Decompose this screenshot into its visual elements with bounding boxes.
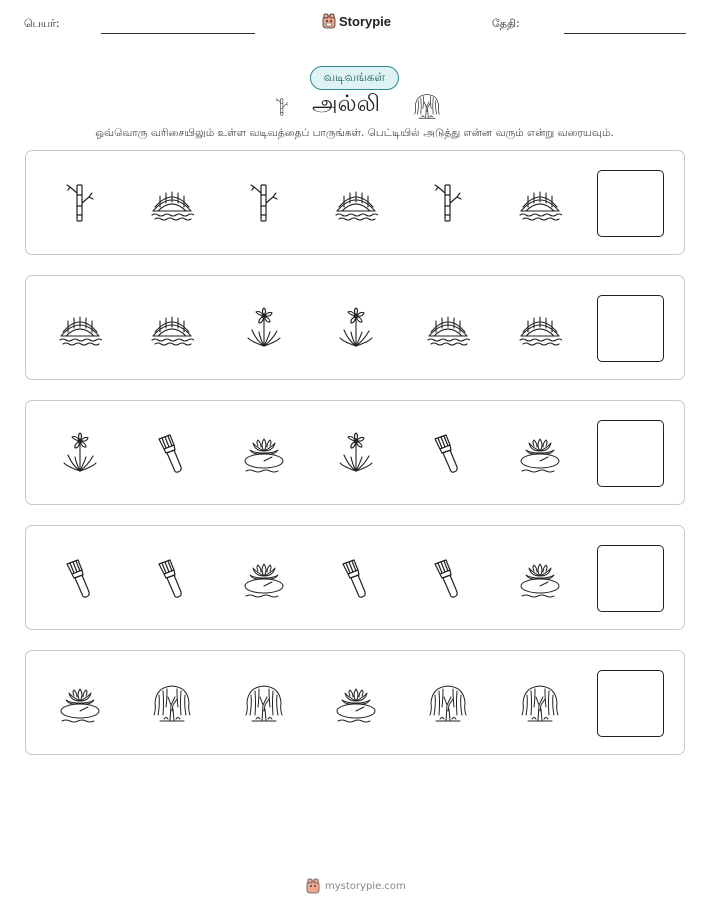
lotus-icon xyxy=(518,556,562,600)
willow-tree-icon xyxy=(242,681,286,725)
bamboo-icon xyxy=(242,181,286,225)
paintbrush-icon xyxy=(150,556,194,600)
daffodil-icon xyxy=(334,431,378,475)
pattern-row xyxy=(25,150,685,255)
storypie-mascot-icon xyxy=(306,878,320,894)
bridge-icon xyxy=(518,181,562,225)
bridge-icon xyxy=(334,181,378,225)
bridge-icon xyxy=(150,306,194,350)
instructions-text: ஒவ்வொரு வரிசையிலும் உள்ள வடிவத்தைப் பாருங்கள். பெட்டியில் அடுத்து என்ன வரும் என்று வரையவும். xyxy=(95,127,614,139)
pattern-row xyxy=(25,275,685,380)
bridge-icon xyxy=(518,306,562,350)
footer xyxy=(306,878,406,894)
answer-box[interactable] xyxy=(597,420,664,487)
date-label: தேதி: xyxy=(492,17,520,30)
bridge-icon xyxy=(150,181,194,225)
answer-box[interactable] xyxy=(597,170,664,237)
bridge-icon xyxy=(426,306,470,350)
bamboo-icon xyxy=(58,181,102,225)
category-badge: வடிவங்கள் xyxy=(310,66,399,90)
page-title: அல்லி xyxy=(312,91,381,117)
footer-url[interactable]: mystorypie.com xyxy=(325,880,406,892)
pattern-row xyxy=(25,400,685,505)
paintbrush-icon xyxy=(426,431,470,475)
title-row xyxy=(0,90,709,122)
date-field[interactable] xyxy=(564,33,686,34)
willow-tree-icon xyxy=(518,681,562,725)
daffodil-icon xyxy=(242,306,286,350)
bridge-icon xyxy=(58,306,102,350)
worksheet-header xyxy=(0,0,709,50)
willow-tree-icon xyxy=(426,681,470,725)
paintbrush-icon xyxy=(58,556,102,600)
paintbrush-icon xyxy=(150,431,194,475)
brand-name: Storypie xyxy=(339,13,392,29)
lotus-icon xyxy=(242,556,286,600)
name-label: பெயர்: xyxy=(24,17,60,30)
daffodil-icon xyxy=(58,431,102,475)
pattern-row xyxy=(25,525,685,630)
paintbrush-icon xyxy=(426,556,470,600)
bamboo-icon xyxy=(272,92,292,122)
paintbrush-icon xyxy=(334,556,378,600)
bamboo-icon xyxy=(426,181,470,225)
willow-tree-icon xyxy=(412,91,442,121)
name-field[interactable] xyxy=(101,33,255,34)
answer-box[interactable] xyxy=(597,295,664,362)
daffodil-icon xyxy=(334,306,378,350)
answer-box[interactable] xyxy=(597,670,664,737)
willow-tree-icon xyxy=(150,681,194,725)
storypie-logo xyxy=(322,13,391,29)
storypie-mascot-icon xyxy=(322,13,336,29)
lotus-icon xyxy=(242,431,286,475)
pattern-row xyxy=(25,650,685,755)
lotus-icon xyxy=(518,431,562,475)
answer-box[interactable] xyxy=(597,545,664,612)
lotus-icon xyxy=(334,681,378,725)
lotus-icon xyxy=(58,681,102,725)
